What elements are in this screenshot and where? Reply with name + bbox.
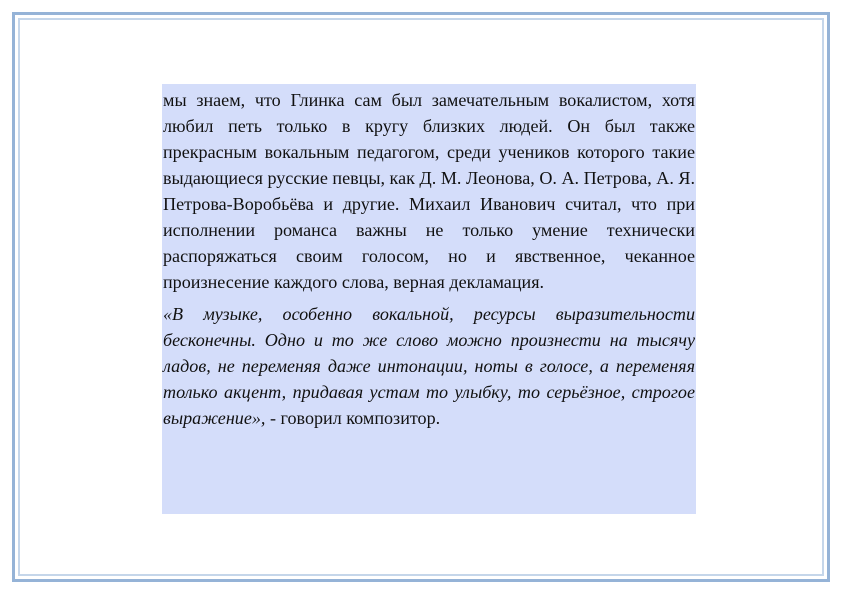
composer-quote: «В музыке, особенно вокальной, ресурсы выразительности бесконечны. Одно и то же слово можно произнести на тысячу ладов, не переменяя даже интонации, ноты в голосе, а переменяя только акцент, придавая устам то улыбку, то серьёзное, строгое выражение», [163, 304, 695, 428]
highlighted-text-block [162, 84, 696, 514]
quote-paragraph [163, 301, 695, 431]
quote-attribution: - говорил композитор. [265, 408, 441, 428]
body-paragraph: мы знаем, что Глинка сам был замечательным вокалистом, хотя любил петь только в кругу близких людей. Он был также прекрасным вокальным педагогом, среди учеников которого такие выдающиеся русские певцы, как Д. М. Леонова, О. А. Петрова, А. Я. Петрова-Воробьёва и другие. Михаил Иванович считал, что при исполнении романса важны не только умение технически распоряжаться своим голосом, но и явственное, чеканное произнесение каждого слова, верная декламация. [163, 90, 695, 292]
